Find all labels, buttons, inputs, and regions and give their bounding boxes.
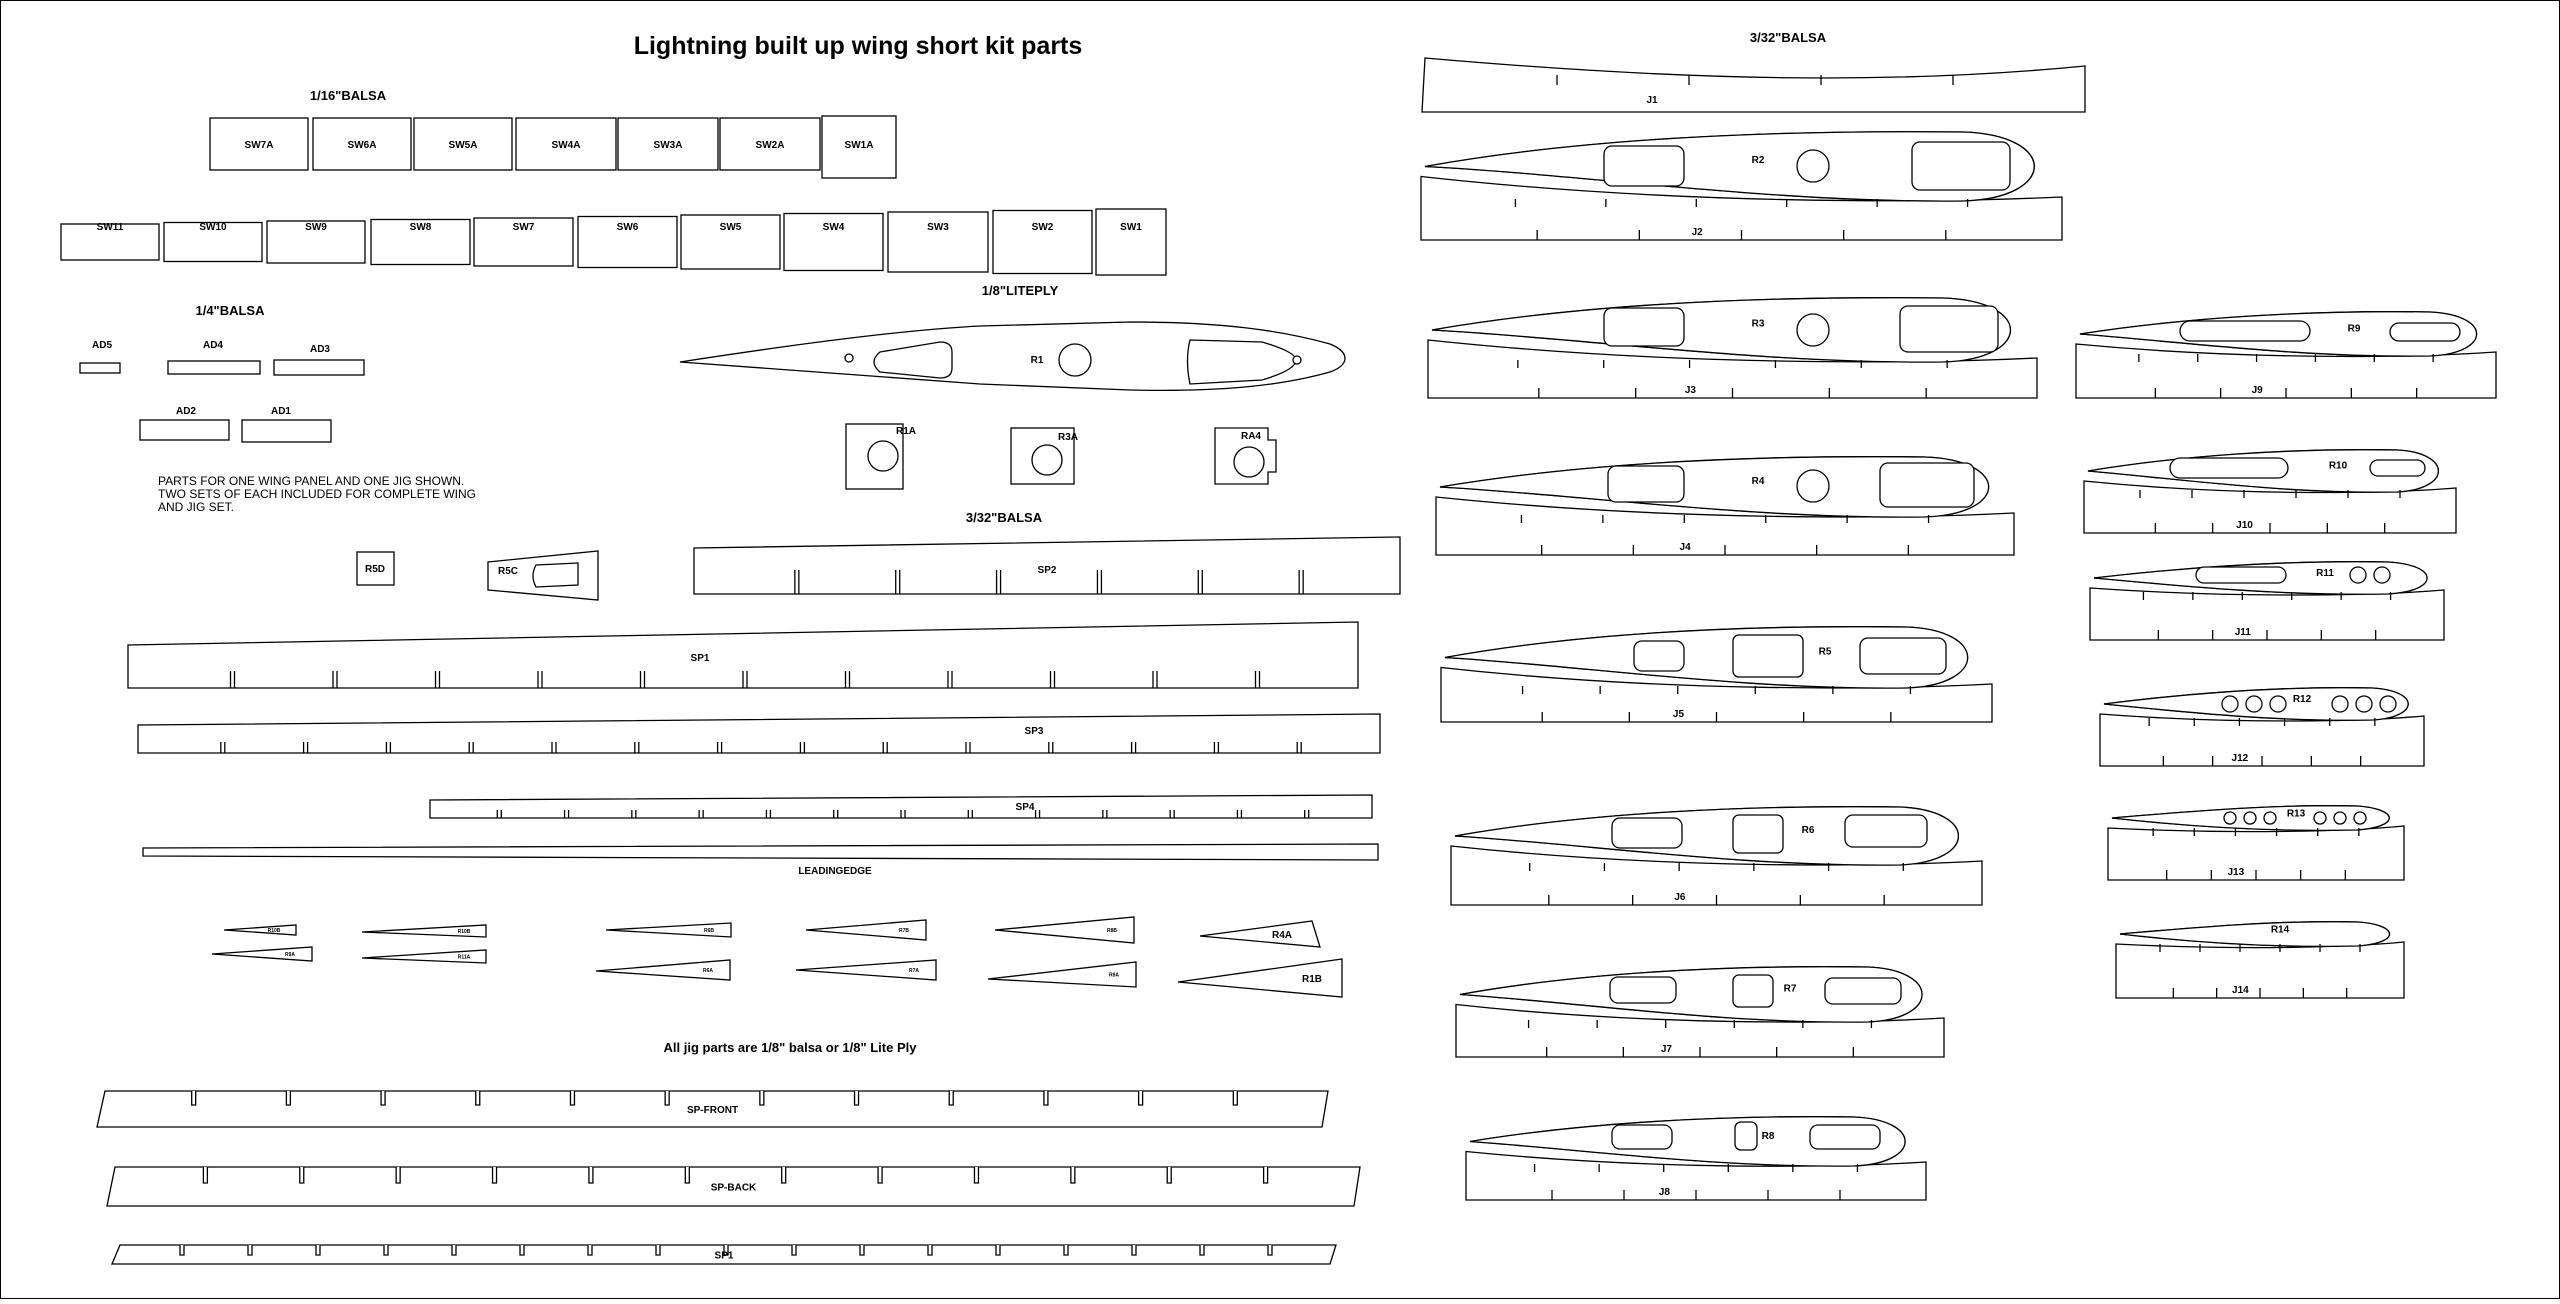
- part-sw3: [888, 212, 988, 272]
- jig-sp1-slot: [1268, 1245, 1272, 1255]
- rib-r3-hole-1: [1797, 314, 1829, 346]
- jig-sp-back-slot: [974, 1167, 978, 1183]
- jig-sp-back-slot: [1071, 1167, 1075, 1183]
- label-gusset-r7a-b3: R7A: [908, 968, 920, 974]
- jig-sp-front-slot: [1233, 1091, 1237, 1105]
- label-sp3: SP3: [1024, 726, 1044, 737]
- jig-sp1-slot: [996, 1245, 1000, 1255]
- label-jig-j11: J11: [2234, 627, 2251, 638]
- label-sw6a: SW6A: [347, 140, 377, 151]
- label-jig-j12: J12: [2231, 753, 2249, 764]
- rib-r2-hole-2: [1912, 142, 2010, 190]
- jig-sp-front-slot: [1044, 1091, 1048, 1105]
- jig-sp1-slot: [1200, 1245, 1204, 1255]
- label-jig-j2: J2: [1691, 227, 1703, 238]
- label-sp2: SP2: [1037, 565, 1057, 576]
- label-ra4: RA4: [1240, 431, 1262, 442]
- rib-r13-hole-3: [2314, 812, 2326, 824]
- rib-r13-hole-4: [2334, 812, 2346, 824]
- rib-r11-hole-1: [2350, 567, 2366, 583]
- label-sw10: SW10: [199, 222, 227, 233]
- label-rib-r6: R6: [1801, 824, 1815, 836]
- rib-r5-hole-1: [1733, 635, 1803, 677]
- header-liteply-1-8: 1/8"LITEPLY: [981, 283, 1059, 298]
- label-gusset-r6a-b2: R6A: [702, 968, 714, 974]
- jig-sp-front-slot: [286, 1091, 290, 1105]
- label-rib-r7: R7: [1783, 983, 1797, 995]
- label-rib-r2: R2: [1751, 154, 1765, 166]
- jig-sp1-slot: [928, 1245, 932, 1255]
- jig-sp-back-slot: [493, 1167, 497, 1183]
- label-sw9: SW9: [305, 222, 327, 233]
- rib-r13-hole-2: [2264, 812, 2276, 824]
- label-ad3: AD3: [309, 344, 331, 355]
- hole-r5c: [533, 563, 578, 587]
- label-jig-sp1: SP1: [714, 1250, 734, 1262]
- rib-r6-hole-2: [1845, 815, 1927, 847]
- jig-sp-back-slot: [782, 1167, 786, 1183]
- rib-r5-hole-0: [1634, 641, 1684, 671]
- label-ad5: AD5: [92, 340, 113, 351]
- jig-sp-front-slot: [949, 1091, 953, 1105]
- rib-r12-hole-4: [2356, 696, 2372, 712]
- rib-r3-hole-2: [1900, 306, 1998, 352]
- label-sw3a: SW3A: [653, 140, 683, 151]
- jig-sp1-slot: [1132, 1245, 1136, 1255]
- label-ad4: AD4: [202, 340, 224, 351]
- rib-r6-hole-0: [1612, 818, 1682, 848]
- rib-r10-hole-1: [2370, 460, 2425, 476]
- label-sp4: SP4: [1015, 802, 1035, 813]
- header-balsa-3-32-right: 3/32"BALSA: [1749, 30, 1827, 45]
- jig-sp1-slot: [1064, 1245, 1068, 1255]
- rib-r7-hole-1: [1733, 975, 1773, 1007]
- label-rib-r10: R10: [2328, 460, 2348, 472]
- rib-r9-hole-0: [2180, 321, 2310, 341]
- label-gusset-r8a-b4: R8A: [1108, 972, 1120, 979]
- header-balsa-3-32-left: 3/32"BALSA: [965, 510, 1043, 525]
- rib-r8-hole-1: [1735, 1122, 1757, 1150]
- label-rib-r9: R9: [2347, 323, 2361, 335]
- label-jig-j8: J8: [1658, 1187, 1670, 1198]
- hole-ra4: [1234, 447, 1264, 477]
- jig-sp-front-slot: [570, 1091, 574, 1105]
- header-balsa-1-16: 1/16"BALSA: [309, 88, 387, 103]
- note-line-2: TWO SETS OF EACH INCLUDED FOR COMPLETE WING: [158, 487, 477, 501]
- rib-r2-hole-1: [1797, 150, 1829, 182]
- part-sw1: [1096, 209, 1166, 275]
- rib-r13-hole-5: [2354, 812, 2366, 824]
- hole-r1a: [868, 441, 898, 471]
- jig-sp1-slot: [656, 1245, 660, 1255]
- jig-sp1-slot: [384, 1245, 388, 1255]
- label-jig-j7: J7: [1660, 1044, 1672, 1055]
- label-ad1: AD1: [270, 406, 292, 417]
- jig-sp-back-slot: [300, 1167, 304, 1183]
- jig-sp1-slot: [316, 1245, 320, 1255]
- jig-sp-back-slot: [396, 1167, 400, 1183]
- rib-r13-hole-1: [2244, 812, 2256, 824]
- label-jig-sp-back: SP-BACK: [710, 1182, 757, 1194]
- label-jig-j4: J4: [1679, 542, 1691, 553]
- note-line-1: PARTS FOR ONE WING PANEL AND ONE JIG SHOWN.: [158, 474, 465, 488]
- label-r3a: R3A: [1057, 432, 1079, 443]
- rib-r4-hole-2: [1880, 463, 1974, 507]
- jig-sp-back-slot: [589, 1167, 593, 1183]
- label-rib-r13: R13: [2286, 808, 2306, 820]
- label-rib-r5: R5: [1818, 646, 1832, 658]
- label-leading-edge: LEADINGEDGE: [798, 866, 872, 877]
- jig-sp-back-slot: [1167, 1167, 1171, 1183]
- label-sw4a: SW4A: [551, 140, 581, 151]
- jig-note: All jig parts are 1/8" balsa or 1/8" Lite Ply: [663, 1040, 917, 1055]
- part-ad5: [80, 363, 120, 373]
- label-sw1a: SW1A: [844, 140, 874, 151]
- jig-sp1-slot: [792, 1245, 796, 1255]
- label-jig-j1: J1: [1646, 95, 1658, 106]
- jig-sp-front-slot: [192, 1091, 196, 1105]
- label-jig-j10: J10: [2236, 520, 2253, 531]
- label-gusset-r6b-a2: R6B: [703, 928, 715, 934]
- label-rib-r8: R8: [1761, 1130, 1775, 1142]
- jig-sp-back-slot: [878, 1167, 882, 1183]
- part-sw2: [993, 211, 1092, 274]
- jig-sp-front-slot: [381, 1091, 385, 1105]
- label-r5d: R5D: [364, 564, 386, 575]
- label-gusset-r7b-a3: R7B: [898, 928, 910, 934]
- label-sw8: SW8: [409, 222, 432, 233]
- jig-sp-back-slot: [1264, 1167, 1268, 1183]
- jig-sp-front-slot: [1139, 1091, 1143, 1105]
- jig-sp1-slot: [248, 1245, 252, 1255]
- rib-r7-hole-2: [1825, 978, 1901, 1004]
- sheet-title: Lightning built up wing short kit parts: [633, 32, 1083, 60]
- label-sw4: SW4: [822, 222, 845, 233]
- label-gusset-r1b-b5: R1B: [1301, 974, 1323, 985]
- jig-sp-back-slot: [203, 1167, 207, 1183]
- hole-r1-d: [845, 354, 853, 362]
- label-sw2a: SW2A: [755, 140, 785, 151]
- label-sw11: SW11: [96, 222, 124, 233]
- rib-r12-hole-5: [2380, 696, 2396, 712]
- label-jig-j9: J9: [2251, 385, 2263, 396]
- rib-r10-hole-0: [2170, 458, 2288, 478]
- label-rib-r14: R14: [2270, 924, 2290, 936]
- label-rib-r11: R11: [2316, 568, 2334, 580]
- label-jig-j5: J5: [1672, 709, 1685, 720]
- label-r5c: R5C: [497, 566, 519, 577]
- label-gusset-r11a-b1: R11A: [457, 954, 471, 961]
- rib-r13-hole-0: [2224, 812, 2236, 824]
- label-sw3: SW3: [927, 222, 949, 233]
- label-sp1: SP1: [690, 653, 710, 664]
- label-jig-j13: J13: [2227, 867, 2245, 878]
- rib-r8-hole-2: [1810, 1125, 1880, 1149]
- label-sw7a: SW7A: [244, 140, 274, 151]
- rib-r4-hole-1: [1797, 470, 1829, 502]
- label-sw6: SW6: [616, 222, 639, 233]
- label-rib-r12: R12: [2292, 694, 2312, 706]
- label-sw2: SW2: [1031, 222, 1054, 233]
- header-balsa-1-4: 1/4"BALSA: [195, 303, 265, 318]
- jig-sp-front-slot: [760, 1091, 764, 1105]
- rib-r9-hole-1: [2390, 323, 2460, 341]
- label-rib-r3: R3: [1751, 318, 1765, 330]
- label-r1: R1: [1030, 355, 1044, 366]
- jig-sp-front-slot: [476, 1091, 480, 1105]
- label-gusset-r10b-a1: R10B: [457, 929, 471, 935]
- jig-sp-front-slot: [665, 1091, 669, 1105]
- label-ad2: AD2: [175, 406, 197, 417]
- jig-sp1-slot: [860, 1245, 864, 1255]
- rib-r4-hole-0: [1608, 466, 1684, 502]
- label-jig-sp-front: SP-FRONT: [686, 1105, 739, 1116]
- label-sw5a: SW5A: [448, 140, 478, 151]
- hole-r1-e: [1293, 356, 1301, 364]
- hole-r1-b: [1059, 344, 1091, 376]
- rib-r3-hole-0: [1604, 308, 1684, 346]
- rib-r7-hole-0: [1610, 977, 1676, 1003]
- label-sw1: SW1: [1120, 222, 1142, 233]
- label-gusset-r8b-a4: R8B: [1106, 928, 1118, 934]
- label-jig-j14: J14: [2232, 985, 2249, 996]
- label-rib-r4: R4: [1751, 475, 1765, 487]
- label-r1a: R1A: [895, 426, 917, 437]
- part-ad2: [140, 420, 229, 440]
- rib-r12-hole-3: [2332, 696, 2348, 712]
- label-gusset-r10b-a0: R10B: [267, 928, 281, 934]
- rib-r11-hole-0: [2196, 567, 2286, 583]
- rib-r2-hole-0: [1604, 146, 1684, 186]
- label-jig-j6: J6: [1674, 892, 1686, 903]
- part-ad1: [242, 420, 331, 442]
- note-line-3: AND JIG SET.: [158, 500, 235, 514]
- label-sw7: SW7: [512, 222, 535, 233]
- jig-sp1-slot: [588, 1245, 592, 1255]
- rib-r12-hole-1: [2246, 696, 2262, 712]
- rib-r12-hole-2: [2270, 696, 2286, 712]
- label-jig-j3: J3: [1684, 385, 1696, 396]
- jig-sp-back-slot: [685, 1167, 689, 1183]
- label-gusset-r9a-b0: R9A: [284, 952, 296, 958]
- label-sw5: SW5: [719, 222, 742, 233]
- jig-sp1-slot: [520, 1245, 524, 1255]
- rib-r5-hole-2: [1860, 638, 1946, 674]
- rib-r8-hole-0: [1612, 1125, 1672, 1149]
- part-ad4: [168, 361, 260, 374]
- label-gusset-r4a-a5: R4A: [1271, 930, 1293, 941]
- part-ad3: [274, 360, 364, 375]
- hole-r3a: [1032, 445, 1062, 475]
- jig-sp1-slot: [180, 1245, 184, 1255]
- rib-r6-hole-1: [1733, 815, 1783, 853]
- jig-sp1-slot: [452, 1245, 456, 1255]
- jig-sp-front-slot: [855, 1091, 859, 1105]
- rib-r12-hole-0: [2222, 696, 2238, 712]
- rib-r11-hole-2: [2374, 567, 2390, 583]
